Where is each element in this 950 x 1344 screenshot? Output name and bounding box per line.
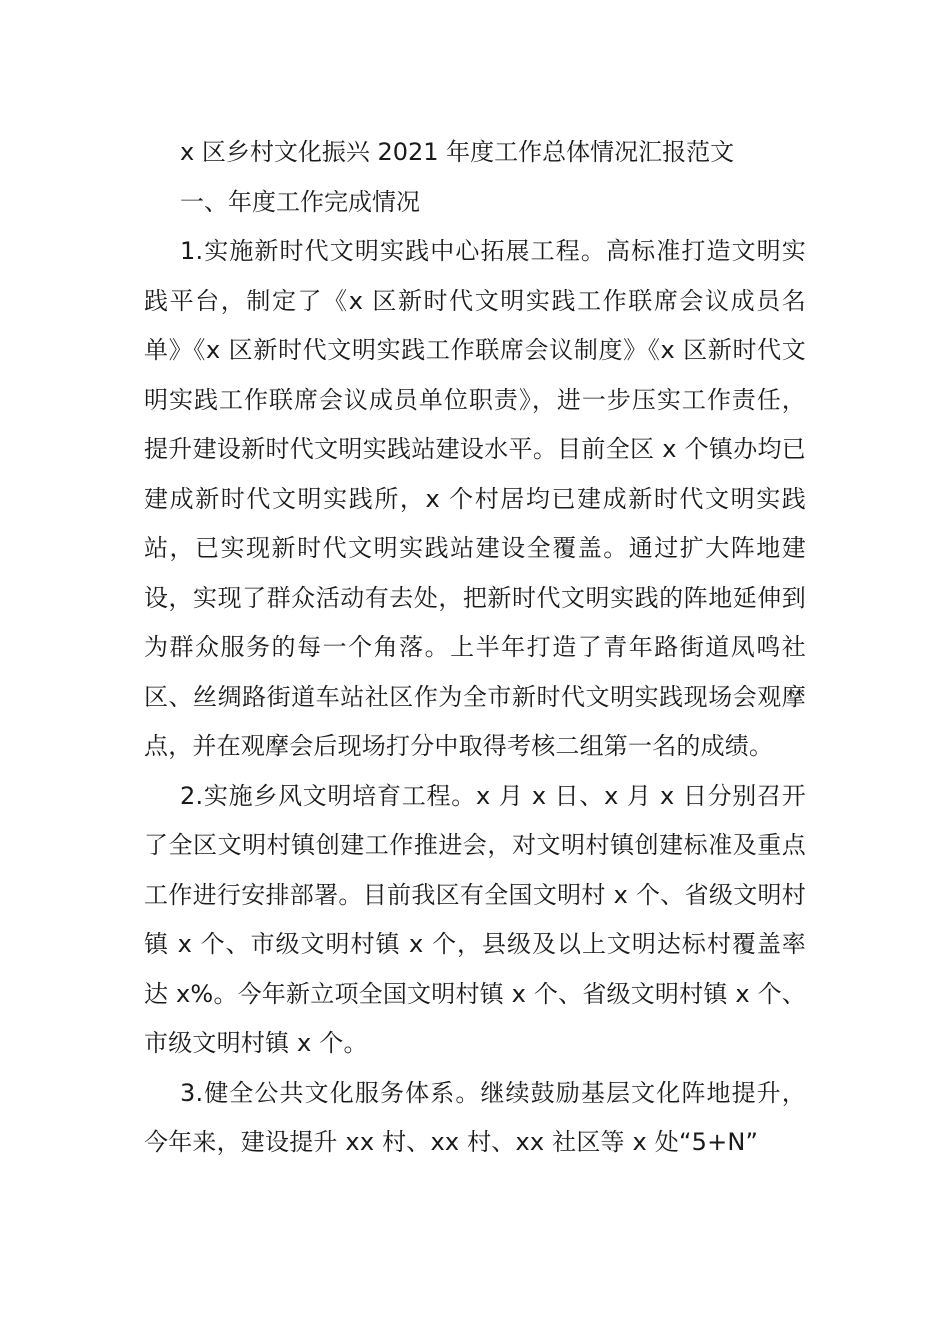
document-title: x 区乡村文化振兴 2021 年度工作总体情况汇报范文	[180, 138, 735, 166]
paragraph-1: 1.实施新时代文明实践中心拓展工程。高标准打造文明实践平台，制定了《x 区新时代文明实践工作联席会议成员名单》《x 区新时代文明实践工作联席会议制度》《x 区新时代文明实践工作联席会议成员单位职责》，进一步压实工作责任，提升建设新时代文明实践站建设水平。目前全区 x 个镇办均已建成新时代文明实践所，x 个村居均已建成新时代文明实践站，已实现新时代文明实践站建设全覆盖。通过扩大阵地建设，实现了群众活动有去处，把新时代文明实践的阵地延伸到为群众服务的每一个角落。上半年打造了青年路街道凤鸣社区、丝绸路街道车站社区作为全市新时代文明实践现场会观摩点，并在观摩会后现场打分中取得考核二组第一名的成绩。	[144, 237, 806, 760]
document-body	[144, 128, 806, 1168]
section-heading: 一、年度工作完成情况	[180, 187, 420, 216]
paragraph-2: 2.实施乡风文明培育工程。x 月 x 日、x 月 x 日分别召开了全区文明村镇创建工作推进会，对文明村镇创建标准及重点工作进行安排部署。目前我区有全国文明村 x 个、省级文明村镇 x 个、市级文明村镇 x 个，县级及以上文明达标村覆盖率达 x%。今年新立项全国文明村镇 x 个、省级文明村镇 x 个、市级文明村镇 x 个。	[144, 781, 806, 1057]
paragraph-3: 3.健全公共文化服务体系。继续鼓励基层文化阵地提升，今年来，建设提升 xx 村、xx 村、xx 社区等 x 处“5+N”	[144, 1078, 806, 1156]
